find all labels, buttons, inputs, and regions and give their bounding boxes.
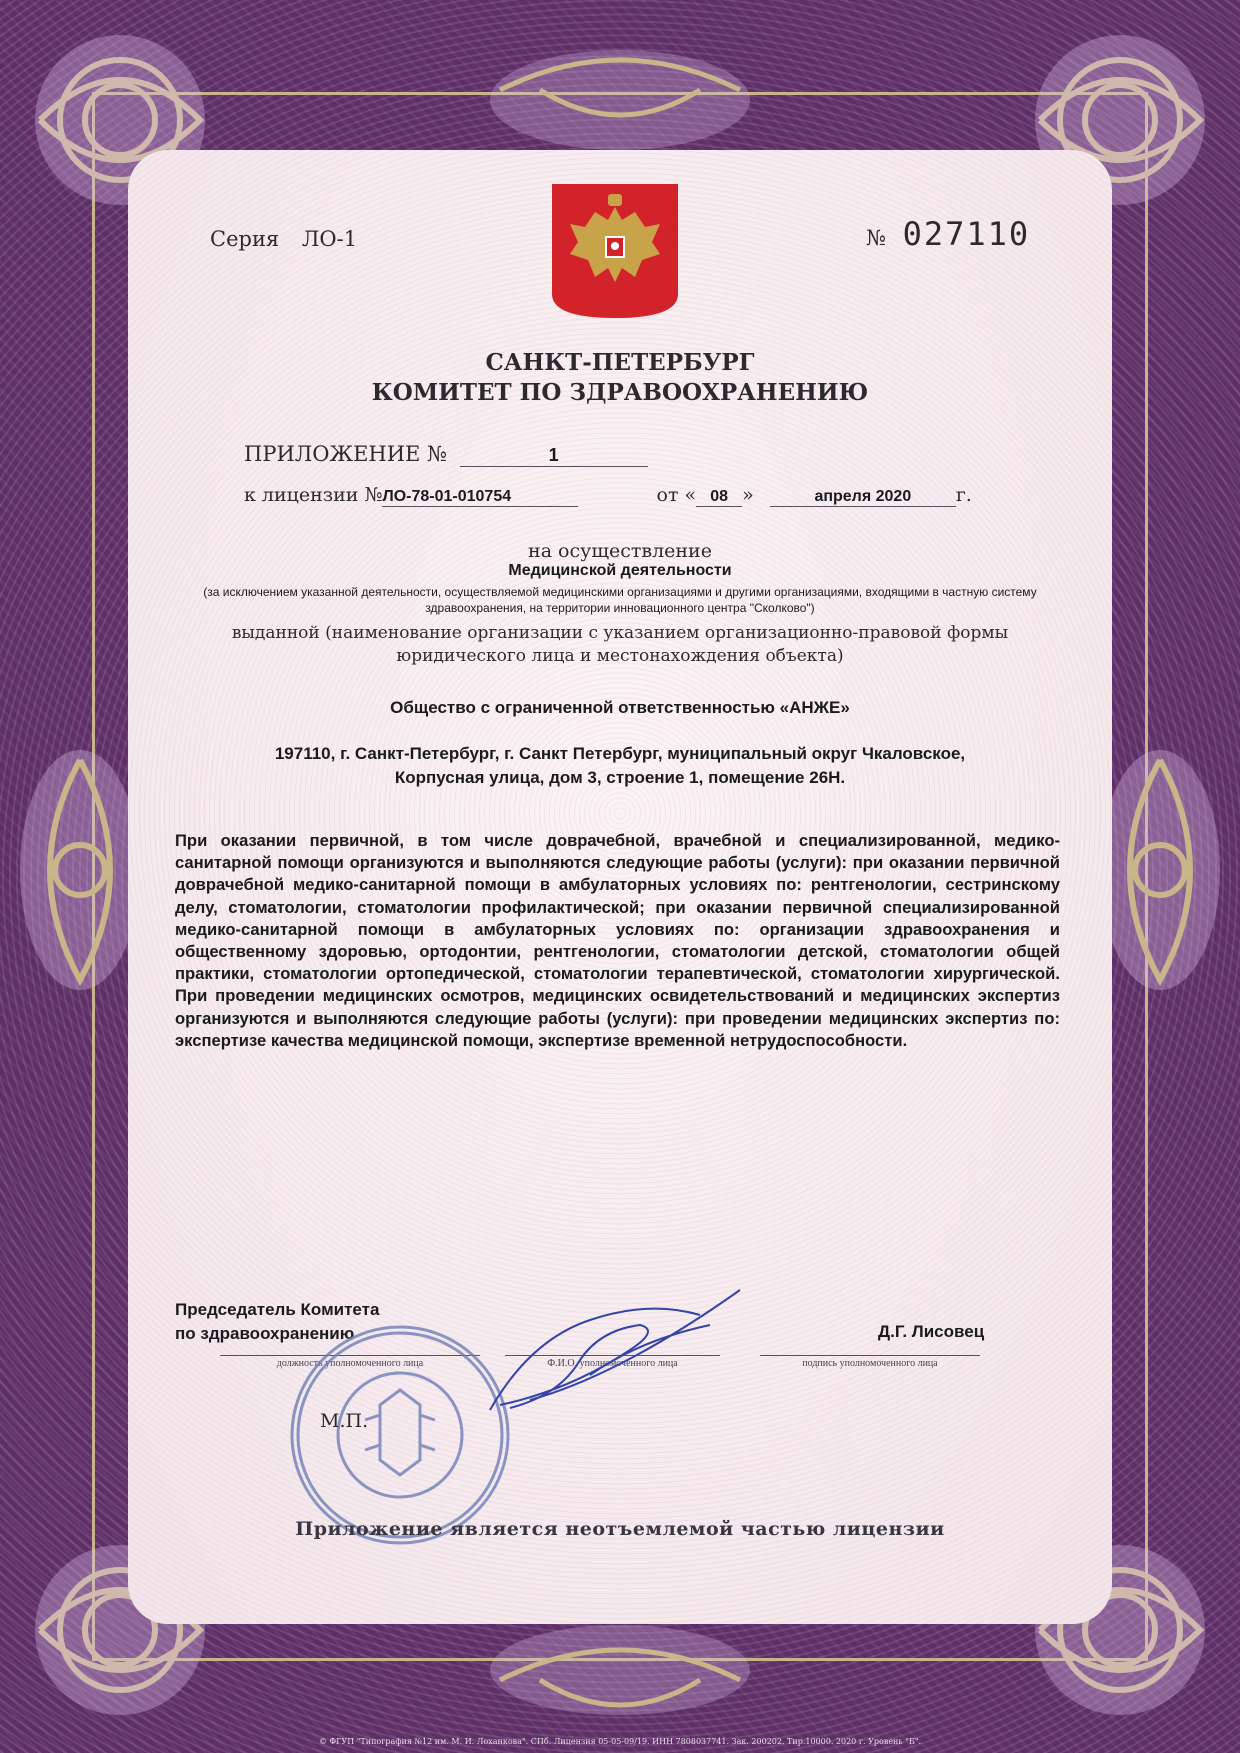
- caption-name: Ф.И.О. уполномоченного лица: [547, 1358, 678, 1369]
- signatory-name: Д.Г. Лисовец: [878, 1322, 985, 1341]
- issued-to-caption: выданной (наименование организации с указанием организационно-правовой формы юридического лица и местонахождения объекта): [231, 623, 1009, 666]
- address-line-1: 197110, г. Санкт-Петербург, г. Санкт Петербург, муниципальный округ Чкаловское,: [274, 744, 966, 763]
- license-year-suffix: г.: [955, 484, 972, 506]
- series-label: Серия: [210, 227, 280, 251]
- form-number-row: [866, 215, 1030, 253]
- caption-signature: подпись уполномоченного лица: [802, 1358, 938, 1369]
- number-sign: №: [866, 226, 886, 250]
- coat-of-arms-emblem: [550, 182, 680, 320]
- form-number: 027110: [902, 215, 1031, 253]
- activity-intro: на осуществление: [528, 540, 712, 562]
- license-day: 08: [696, 488, 742, 507]
- license-number: ЛО-78-01-010754: [382, 488, 578, 507]
- appendix-number: 1: [460, 445, 648, 467]
- heading-city: САНКТ-ПЕТЕРБУРГ: [485, 349, 755, 376]
- organization-name: Общество с ограниченной ответственностью «АНЖЕ»: [390, 698, 850, 717]
- issuer-heading: [240, 348, 1000, 408]
- footer-statement: Приложение является неотъемлемой частью лицензии: [295, 1518, 945, 1540]
- series-value: ЛО-1: [301, 227, 358, 251]
- signatory-position-line1: Председатель Комитета: [175, 1300, 380, 1319]
- heading-committee: КОМИТЕТ ПО ЗДРАВООХРАНЕНИЮ: [371, 379, 869, 406]
- signatory-position-line2: по здравоохранению: [175, 1324, 355, 1343]
- license-month-year: апреля 2020: [770, 488, 956, 507]
- printer-imprint: © ФГУП "Типография №12 им. М. И. Лоханкова". СПб. Лицензия 05-05-09/19. ИНН 7808037741. Зак. 200202. Тир.10000. 2020 г. Уровень "Б".: [318, 1737, 922, 1746]
- handwritten-signature: [470, 1280, 770, 1430]
- signature-line: [760, 1355, 980, 1356]
- license-label: к лицензии №: [244, 484, 383, 506]
- stamp-place: М.П.: [320, 1410, 369, 1432]
- activity-name: Медицинской деятельности: [508, 562, 732, 579]
- caption-position: должность уполномоченного лица: [276, 1358, 424, 1369]
- license-row: [244, 484, 972, 507]
- organization-address: [170, 742, 1070, 790]
- appendix-row: [244, 442, 648, 467]
- services-description: При оказании первичной, в том числе доврачебной, врачебной и специализированной, медико-санитарной помощи организуются и выполняются следующие работы (услуги): при оказании первичной доврачебной медико-санитарной помощи в амбулаторных условиях по: рентгенологии, сестринскому делу, стоматологии, стоматологии профилактической; при оказании первичной специализированной медико-санитарной помощи в амбулаторных условиях по: организации здравоохранения и общественному здоровью, ортодонтии, рентгенологии, стоматологии детской, стоматологии общей практики, стоматологии ортопедической, стоматологии терапевтической, стоматологии хирургической. При проведении медицинских осмотров, медицинских освидетельствований и медицинских экспертиз организуются и выполняются следующие работы (услуги): при проведении медицинских экспертиз по: экспертизе качества медицинской помощи, экспертизе временной нетрудоспособности.: [175, 831, 1060, 1050]
- appendix-label: ПРИЛОЖЕНИЕ №: [244, 442, 447, 466]
- activity-note: (за исключением указанной деятельности, осуществляемой медицинскими организациями и другими организациями, входящими в частную систему здравоохранения, на территории инновационного центра "Сколково"): [203, 585, 1037, 615]
- series-row: [210, 227, 357, 251]
- bottom-ornament: [480, 1620, 760, 1730]
- license-day-close: »: [742, 484, 754, 506]
- license-date-from-label: от «: [656, 484, 697, 506]
- address-line-2: Корпусная улица, дом 3, строение 1, помещение 26Н.: [394, 768, 846, 787]
- top-ornament: [480, 30, 760, 150]
